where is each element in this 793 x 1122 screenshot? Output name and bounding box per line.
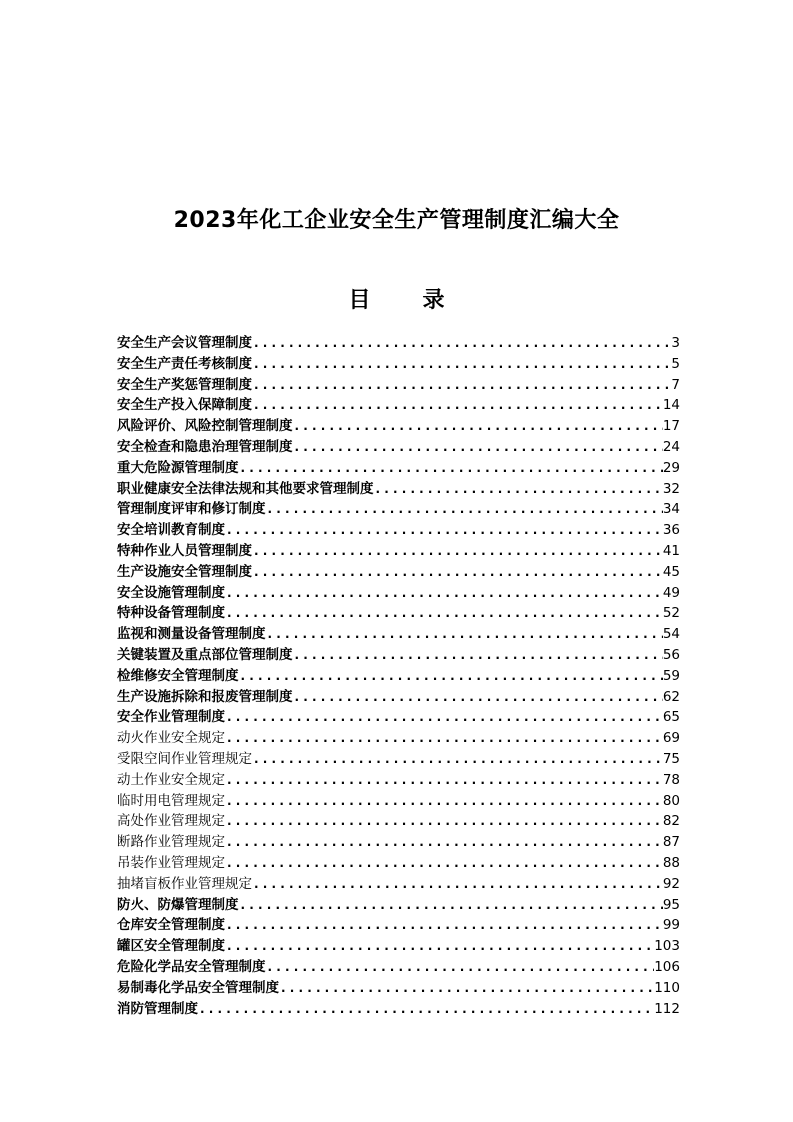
toc-entry-label: 动火作业安全规定: [117, 730, 225, 747]
toc-entry-page: 103: [654, 938, 680, 955]
toc-entry-page: 99: [662, 917, 680, 934]
toc-leader-dots: [252, 749, 663, 770]
toc-entry[interactable]: [117, 479, 680, 500]
toc-entry[interactable]: [117, 832, 680, 853]
toc-leader-dots: [225, 603, 663, 624]
toc-leader-dots: [252, 354, 671, 375]
toc-entry-page: 92: [662, 875, 680, 892]
toc-entry-label: 安全生产责任考核制度: [117, 355, 252, 372]
toc-entry-label: 仓库安全管理制度: [117, 917, 225, 934]
toc-entry-label: 特种设备管理制度: [117, 605, 225, 622]
toc-entry[interactable]: [117, 333, 680, 354]
toc-entry-page: 3: [671, 335, 680, 351]
toc-entry[interactable]: [117, 749, 680, 770]
toc-entry[interactable]: [117, 707, 680, 728]
toc-entry-label: 特种作业人员管理制度: [117, 542, 252, 559]
toc-entry-label: 生产设施安全管理制度: [117, 563, 252, 580]
toc-leader-dots: [252, 541, 663, 562]
toc-entry-page: 69: [662, 730, 680, 747]
toc-entry-page: 80: [662, 792, 680, 809]
toc-entry-page: 45: [662, 563, 680, 580]
toc-entry[interactable]: [117, 354, 680, 375]
toc-entry-page: 56: [662, 646, 680, 663]
toc-entry-label: 监视和测量设备管理制度: [117, 626, 266, 643]
toc-entry-label: 罐区安全管理制度: [117, 938, 225, 955]
toc-entry[interactable]: [117, 624, 680, 645]
toc-entry-page: 110: [654, 979, 680, 996]
toc-leader-dots: [252, 395, 663, 416]
toc-entry-label: 风险评价、风险控制管理制度: [117, 418, 293, 435]
toc-entry[interactable]: [117, 395, 680, 416]
toc-entry-label: 易制毒化学品安全管理制度: [117, 979, 279, 996]
toc-entry-page: 34: [662, 501, 680, 518]
toc-entry-page: 52: [662, 605, 680, 622]
toc-heading: [0, 283, 793, 314]
toc-leader-dots: [293, 687, 663, 708]
toc-entry[interactable]: [117, 728, 680, 749]
toc-leader-dots: [225, 707, 663, 728]
toc-entry[interactable]: [117, 936, 680, 957]
toc-entry[interactable]: [117, 458, 680, 479]
toc-entry[interactable]: [117, 416, 680, 437]
toc-entry-label: 安全设施管理制度: [117, 584, 225, 601]
toc-entry-page: 24: [662, 438, 680, 455]
toc-entry-label: 安全生产奖惩管理制度: [117, 376, 252, 393]
toc-entry-page: 106: [654, 958, 680, 975]
toc-entry-label: 生产设施拆除和报废管理制度: [117, 688, 293, 705]
toc-leader-dots: [225, 811, 663, 832]
toc-entry-page: 82: [662, 813, 680, 830]
toc-entry[interactable]: [117, 915, 680, 936]
toc-leader-dots: [252, 333, 671, 354]
toc-entry-page: 49: [662, 584, 680, 601]
toc-entry-label: 安全生产会议管理制度: [117, 335, 252, 351]
toc-entry-page: 14: [662, 397, 680, 414]
toc-leader-dots: [252, 874, 663, 895]
toc-entry-page: 59: [662, 667, 680, 684]
toc-entry-page: 7: [671, 376, 680, 393]
toc-entry[interactable]: [117, 583, 680, 604]
toc-leader-dots: [252, 562, 663, 583]
toc-entry[interactable]: [117, 375, 680, 396]
toc-entry[interactable]: [117, 666, 680, 687]
toc-leader-dots: [239, 458, 663, 479]
toc-entry[interactable]: [117, 957, 680, 978]
toc-entry[interactable]: [117, 999, 680, 1020]
toc-entry[interactable]: [117, 499, 680, 520]
document-title: 2023年化工企业安全生产管理制度汇编大全: [173, 208, 620, 233]
toc-entry-label: 检维修安全管理制度: [117, 667, 239, 684]
toc-entry-page: 95: [662, 896, 680, 913]
toc-entry-page: 36: [662, 522, 680, 539]
toc-leader-dots: [225, 583, 663, 604]
toc-leader-dots: [225, 791, 663, 812]
toc-entry-label: 防火、防爆管理制度: [117, 896, 239, 913]
toc-leader-dots: [225, 853, 663, 874]
toc-entry-page: 88: [662, 854, 680, 871]
toc-entry-label: 重大危险源管理制度: [117, 459, 239, 476]
toc-entry[interactable]: [117, 874, 680, 895]
toc-entry[interactable]: [117, 562, 680, 583]
toc-entry-page: 87: [662, 834, 680, 851]
toc-leader-dots: [266, 624, 663, 645]
toc-entry[interactable]: [117, 603, 680, 624]
toc-entry-label: 安全生产投入保障制度: [117, 397, 252, 414]
toc-entry-page: 75: [662, 750, 680, 767]
toc-leader-dots: [252, 375, 671, 396]
toc-leader-dots: [198, 999, 654, 1020]
toc-entry-label: 安全检查和隐患治理管理制度: [117, 438, 293, 455]
toc-entry-label: 受限空间作业管理规定: [117, 750, 252, 767]
toc-entry-label: 关键装置及重点部位管理制度: [117, 646, 293, 663]
toc-entry-page: 62: [662, 688, 680, 705]
toc-entry[interactable]: [117, 437, 680, 458]
toc-entry-page: 112: [654, 1000, 680, 1017]
toc-entry-page: 17: [662, 418, 680, 435]
table-of-contents: [117, 333, 680, 1019]
toc-leader-dots: [279, 978, 654, 999]
toc-entry[interactable]: [117, 853, 680, 874]
toc-entry[interactable]: [117, 895, 680, 916]
toc-leader-dots: [293, 416, 663, 437]
toc-entry-page: 32: [662, 480, 680, 497]
toc-leader-dots: [266, 499, 663, 520]
toc-entry-label: 吊装作业管理规定: [117, 854, 225, 871]
toc-entry-label: 安全培训教育制度: [117, 522, 225, 539]
toc-leader-dots: [225, 936, 654, 957]
toc-leader-dots: [225, 520, 663, 541]
toc-entry-label: 动土作业安全规定: [117, 771, 225, 788]
toc-leader-dots: [239, 895, 663, 916]
toc-leader-dots: [225, 832, 663, 853]
toc-entry[interactable]: [117, 645, 680, 666]
toc-leader-dots: [266, 957, 655, 978]
toc-entry[interactable]: [117, 520, 680, 541]
toc-leader-dots: [374, 479, 663, 500]
toc-entry-label: 管理制度评审和修订制度: [117, 501, 266, 518]
toc-entry-label: 安全作业管理制度: [117, 709, 225, 726]
toc-entry-label: 抽堵盲板作业管理规定: [117, 875, 252, 892]
toc-heading-char: 录: [422, 288, 445, 313]
toc-entry[interactable]: [117, 811, 680, 832]
toc-entry-label: 高处作业管理规定: [117, 813, 225, 830]
toc-leader-dots: [225, 728, 663, 749]
toc-entry-label: 职业健康安全法律法规和其他要求管理制度: [117, 480, 374, 497]
toc-entry[interactable]: [117, 978, 680, 999]
toc-entry-label: 消防管理制度: [117, 1000, 198, 1017]
toc-leader-dots: [225, 915, 663, 936]
toc-entry[interactable]: [117, 770, 680, 791]
toc-entry-page: 5: [671, 355, 680, 372]
toc-entry-page: 41: [662, 542, 680, 559]
toc-entry-page: 78: [662, 771, 680, 788]
toc-entry-page: 54: [662, 626, 680, 643]
toc-entry-label: 断路作业管理规定: [117, 834, 225, 851]
toc-entry-label: 临时用电管理规定: [117, 792, 225, 809]
toc-entry[interactable]: [117, 687, 680, 708]
toc-leader-dots: [293, 645, 663, 666]
toc-entry-page: 29: [662, 459, 680, 476]
toc-entry-label: 危险化学品安全管理制度: [117, 958, 266, 975]
toc-leader-dots: [225, 770, 663, 791]
toc-entry[interactable]: [117, 791, 680, 812]
toc-leader-dots: [239, 666, 663, 687]
toc-leader-dots: [293, 437, 663, 458]
toc-entry[interactable]: [117, 541, 680, 562]
toc-entry-page: 65: [662, 709, 680, 726]
toc-heading-char: 目: [348, 288, 371, 313]
